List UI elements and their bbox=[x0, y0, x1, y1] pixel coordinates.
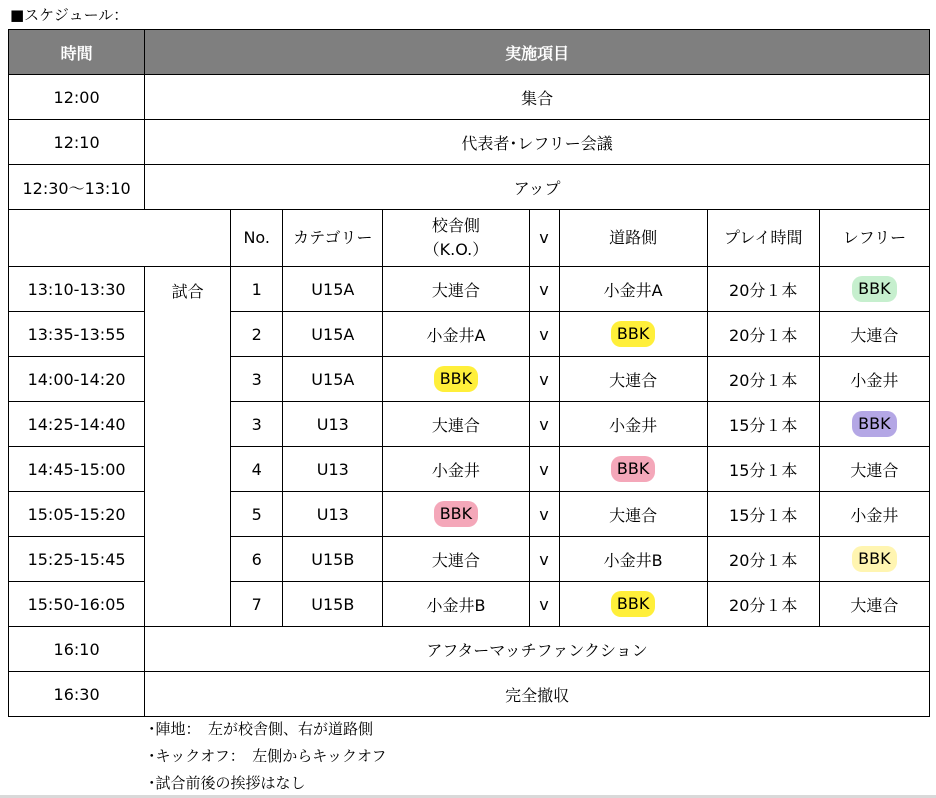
header-time: 時間 bbox=[9, 30, 145, 75]
match-away bbox=[559, 402, 707, 447]
match-play-time: 15分１本 bbox=[707, 447, 819, 492]
note-line: ･キックオフ： 左側からキックオフ bbox=[148, 747, 387, 765]
match-play-time: 20分１本 bbox=[707, 582, 819, 627]
home-highlight: BBK bbox=[434, 366, 478, 392]
match-home bbox=[383, 267, 529, 312]
match-play-time: 20分１本 bbox=[707, 312, 819, 357]
match-away bbox=[559, 582, 707, 627]
match-home bbox=[383, 582, 529, 627]
row-item: 代表者･レフリー会議 bbox=[145, 120, 930, 165]
match-row bbox=[9, 267, 930, 312]
match-no: 3 bbox=[231, 402, 283, 447]
match-no: 6 bbox=[231, 537, 283, 582]
row-time: 16:30 bbox=[9, 672, 145, 717]
schedule-heading: ■スケジュール： bbox=[10, 6, 129, 24]
match-referee bbox=[819, 582, 929, 627]
match-no: 3 bbox=[231, 357, 283, 402]
match-header-referee: レフリー bbox=[819, 210, 929, 267]
match-referee-team: 小金井 bbox=[850, 505, 899, 525]
match-away bbox=[559, 537, 707, 582]
match-away bbox=[559, 312, 707, 357]
note-line: ･陣地： 左が校舎側、右が道路側 bbox=[148, 720, 374, 738]
match-away-team: 大連合 bbox=[609, 370, 658, 390]
match-away bbox=[559, 357, 707, 402]
match-vs: v bbox=[529, 312, 559, 357]
match-no: 1 bbox=[231, 267, 283, 312]
match-referee-team: 大連合 bbox=[850, 595, 899, 615]
match-vs: v bbox=[529, 357, 559, 402]
match-category: U13 bbox=[283, 447, 383, 492]
match-referee-team: 大連合 bbox=[850, 460, 899, 480]
match-category: U13 bbox=[283, 402, 383, 447]
match-referee bbox=[819, 402, 929, 447]
match-header-blank bbox=[9, 210, 231, 267]
match-home bbox=[383, 492, 529, 537]
match-time: 13:10-13:30 bbox=[9, 267, 145, 312]
schedule-table bbox=[8, 29, 930, 717]
table-row bbox=[9, 672, 930, 717]
match-vs: v bbox=[529, 492, 559, 537]
match-home bbox=[383, 357, 529, 402]
match-referee bbox=[819, 447, 929, 492]
match-play-time: 20分１本 bbox=[707, 267, 819, 312]
match-time: 14:25-14:40 bbox=[9, 402, 145, 447]
match-away-team: 小金井B bbox=[603, 550, 663, 570]
match-away bbox=[559, 447, 707, 492]
row-time: 12:00 bbox=[9, 75, 145, 120]
row-time: 12:30～13:10 bbox=[9, 165, 145, 210]
match-away-team: 小金井A bbox=[603, 280, 663, 300]
match-header-no: No. bbox=[231, 210, 283, 267]
match-time: 15:05-15:20 bbox=[9, 492, 145, 537]
row-item: 集合 bbox=[145, 75, 930, 120]
match-category: U15B bbox=[283, 537, 383, 582]
match-time: 14:00-14:20 bbox=[9, 357, 145, 402]
match-header-category: カテゴリー bbox=[283, 210, 383, 267]
row-item: アップ bbox=[145, 165, 930, 210]
match-header-home-line1: 校舎側 bbox=[431, 216, 480, 235]
row-item: 完全撤収 bbox=[145, 672, 930, 717]
match-referee-team: 大連合 bbox=[850, 325, 899, 345]
match-category: U15A bbox=[283, 267, 383, 312]
match-referee bbox=[819, 267, 929, 312]
referee-highlight: BBK bbox=[852, 546, 896, 572]
match-category: U15A bbox=[283, 312, 383, 357]
match-time: 13:35-13:55 bbox=[9, 312, 145, 357]
match-no: 7 bbox=[231, 582, 283, 627]
match-header-home bbox=[383, 210, 529, 267]
match-header-vs: v bbox=[529, 210, 559, 267]
match-away bbox=[559, 267, 707, 312]
away-highlight: BBK bbox=[611, 456, 655, 482]
match-category: U13 bbox=[283, 492, 383, 537]
table-header-row bbox=[9, 30, 930, 75]
match-referee bbox=[819, 357, 929, 402]
referee-highlight: BBK bbox=[852, 411, 896, 437]
away-highlight: BBK bbox=[611, 321, 655, 347]
table-row bbox=[9, 75, 930, 120]
note-line: ･試合前後の挨拶はなし bbox=[148, 774, 306, 792]
match-home-team: 大連合 bbox=[431, 415, 480, 435]
match-home-team: 小金井A bbox=[426, 325, 486, 345]
notes bbox=[148, 716, 387, 797]
match-play-time: 20分１本 bbox=[707, 537, 819, 582]
away-highlight: BBK bbox=[611, 591, 655, 617]
match-referee bbox=[819, 312, 929, 357]
table-row bbox=[9, 627, 930, 672]
match-play-time: 20分１本 bbox=[707, 357, 819, 402]
match-no: 5 bbox=[231, 492, 283, 537]
home-highlight: BBK bbox=[434, 501, 478, 527]
match-home bbox=[383, 312, 529, 357]
match-no: 2 bbox=[231, 312, 283, 357]
match-time: 15:50-16:05 bbox=[9, 582, 145, 627]
match-referee bbox=[819, 537, 929, 582]
match-vs: v bbox=[529, 447, 559, 492]
match-header-away: 道路側 bbox=[559, 210, 707, 267]
match-no: 4 bbox=[231, 447, 283, 492]
row-time: 12:10 bbox=[9, 120, 145, 165]
match-referee-team: 小金井 bbox=[850, 370, 899, 390]
match-home bbox=[383, 537, 529, 582]
match-vs: v bbox=[529, 537, 559, 582]
match-home-team: 大連合 bbox=[431, 280, 480, 300]
referee-highlight: BBK bbox=[852, 276, 896, 302]
match-header-home-line2: （K.O.） bbox=[423, 240, 489, 259]
match-header-play-time: プレイ時間 bbox=[707, 210, 819, 267]
match-home bbox=[383, 447, 529, 492]
match-away-team: 大連合 bbox=[609, 505, 658, 525]
match-home bbox=[383, 402, 529, 447]
match-header-row bbox=[9, 210, 930, 267]
match-vs: v bbox=[529, 402, 559, 447]
header-item: 実施項目 bbox=[145, 30, 930, 75]
match-home-team: 小金井B bbox=[426, 595, 486, 615]
match-referee bbox=[819, 492, 929, 537]
match-vs: v bbox=[529, 582, 559, 627]
match-label: 試合 bbox=[145, 267, 231, 627]
match-play-time: 15分１本 bbox=[707, 402, 819, 447]
match-vs: v bbox=[529, 267, 559, 312]
match-away bbox=[559, 492, 707, 537]
row-item: アフターマッチファンクション bbox=[145, 627, 930, 672]
match-home-team: 大連合 bbox=[431, 550, 480, 570]
match-time: 15:25-15:45 bbox=[9, 537, 145, 582]
match-play-time: 15分１本 bbox=[707, 492, 819, 537]
table-row bbox=[9, 120, 930, 165]
match-home-team: 小金井 bbox=[431, 460, 480, 480]
table-row bbox=[9, 165, 930, 210]
match-away-team: 小金井 bbox=[609, 415, 658, 435]
match-category: U15A bbox=[283, 357, 383, 402]
match-category: U15B bbox=[283, 582, 383, 627]
row-time: 16:10 bbox=[9, 627, 145, 672]
match-time: 14:45-15:00 bbox=[9, 447, 145, 492]
